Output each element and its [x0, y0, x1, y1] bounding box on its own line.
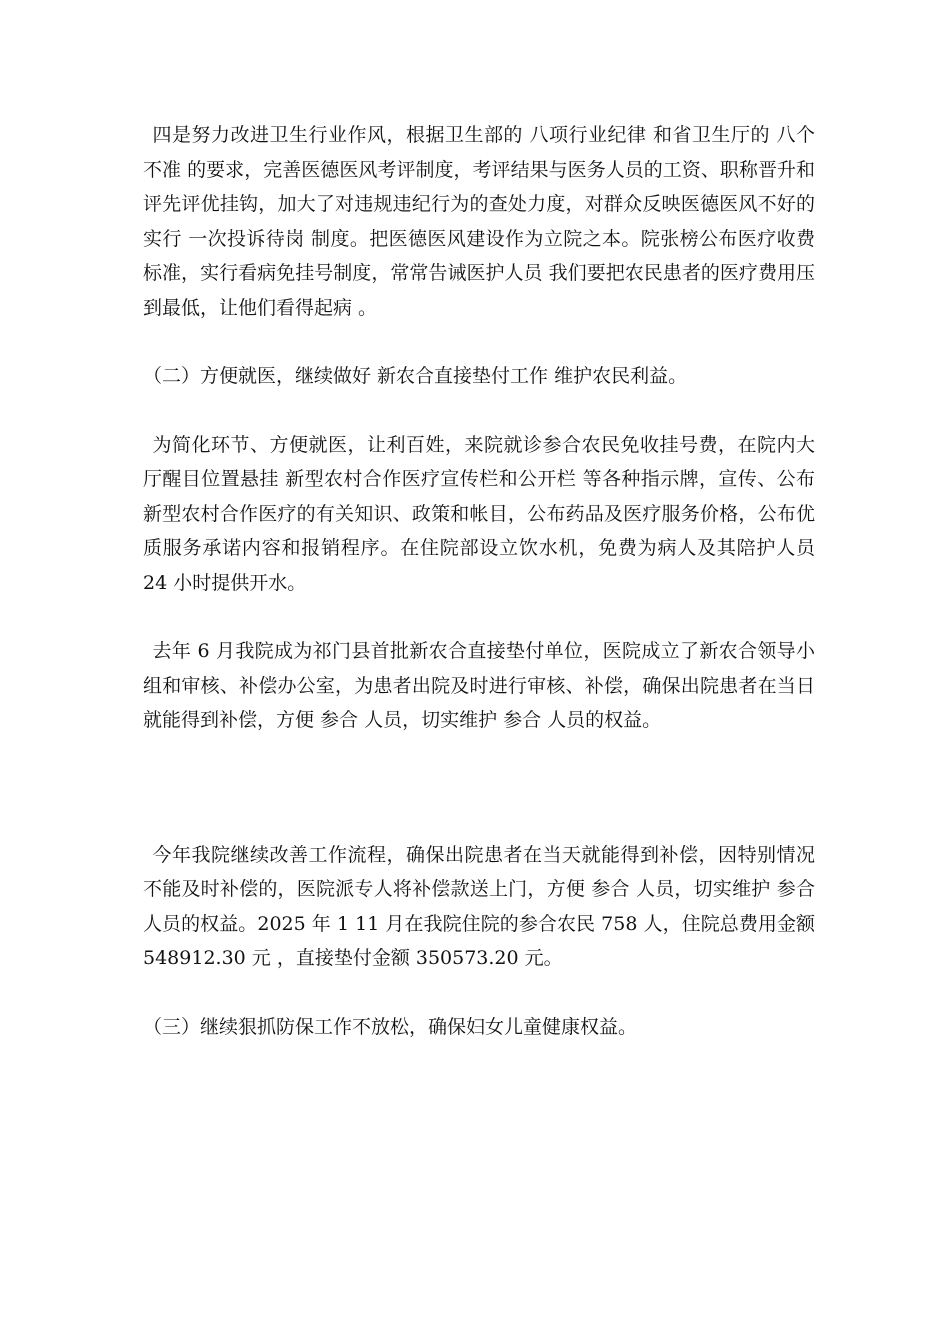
paragraph-spacer [143, 325, 815, 359]
paragraph-direct-payment: 去年 6 月我院成为祁门县首批新农合直接垫付单位，医院成立了新农合领导小组和审核、补偿办公室，为患者出院及时进行审核、补偿，确保出院患者在当日就能得到补偿，方便 参合 人员，切实维护 参合 人员的权益。 [143, 640, 815, 731]
paragraph-spacer-large [143, 738, 815, 838]
document-body [143, 118, 822, 1044]
paragraph-work-style: 四是努力改进卫生行业作风，根据卫生部的 八项行业纪律 和省卫生厅的 八个不准 的要求，完善医德医风考评制度，考评结果与医务人员的工资、职称晋升和评先评优挂钩，加大了对违规违纪行为的查处力度，对群众反映医德医风不好的实行 一次投诉待岗 制度。把医德医风建设作为立院之本。院张榜公布医疗收费标准，实行看病免挂号制度，常常告诫医护人员 我们要把农民患者的医疗费用压到最低，让他们看得起病 。 [143, 124, 815, 319]
paragraph-workflow: 今年我院继续改善工作流程，确保出院患者在当天就能得到补偿，因特别情况不能及时补偿的，医院派专人将补偿款送上门，方便 参合 人员，切实维护 参合 人员的权益。2025 年 1 11 月在我院住院的参合农民 758 人，住院总费用金额 548912.30 元 ，直接垫付金额 350573.20 元。 [143, 843, 822, 969]
paragraph-spacer [143, 394, 815, 428]
paragraph-convenience: 为简化环节、方便就医，让利百姓，来院就诊参合农民免收挂号费，在院内大厅醒目位置悬挂 新型农村合作医疗宣传栏和公开栏 等各种指示牌，宣传、公布新型农村合作医疗的有关知识、政策和帐目，公布药品及医疗服务价格，公布优质服务承诺内容和报销程序。在住院部设立饮水机，免费为病人及其陪护人员 24 小时提供开水。 [143, 433, 822, 594]
paragraph-spacer [143, 600, 815, 634]
section-heading-3: （三）继续狠抓防保工作不放松，确保妇女儿童健康权益。 [143, 1015, 638, 1038]
paragraph-spacer [143, 976, 815, 1010]
section-heading-2: （二）方便就医，继续做好 新农合直接垫付工作 维护农民利益。 [143, 365, 688, 387]
